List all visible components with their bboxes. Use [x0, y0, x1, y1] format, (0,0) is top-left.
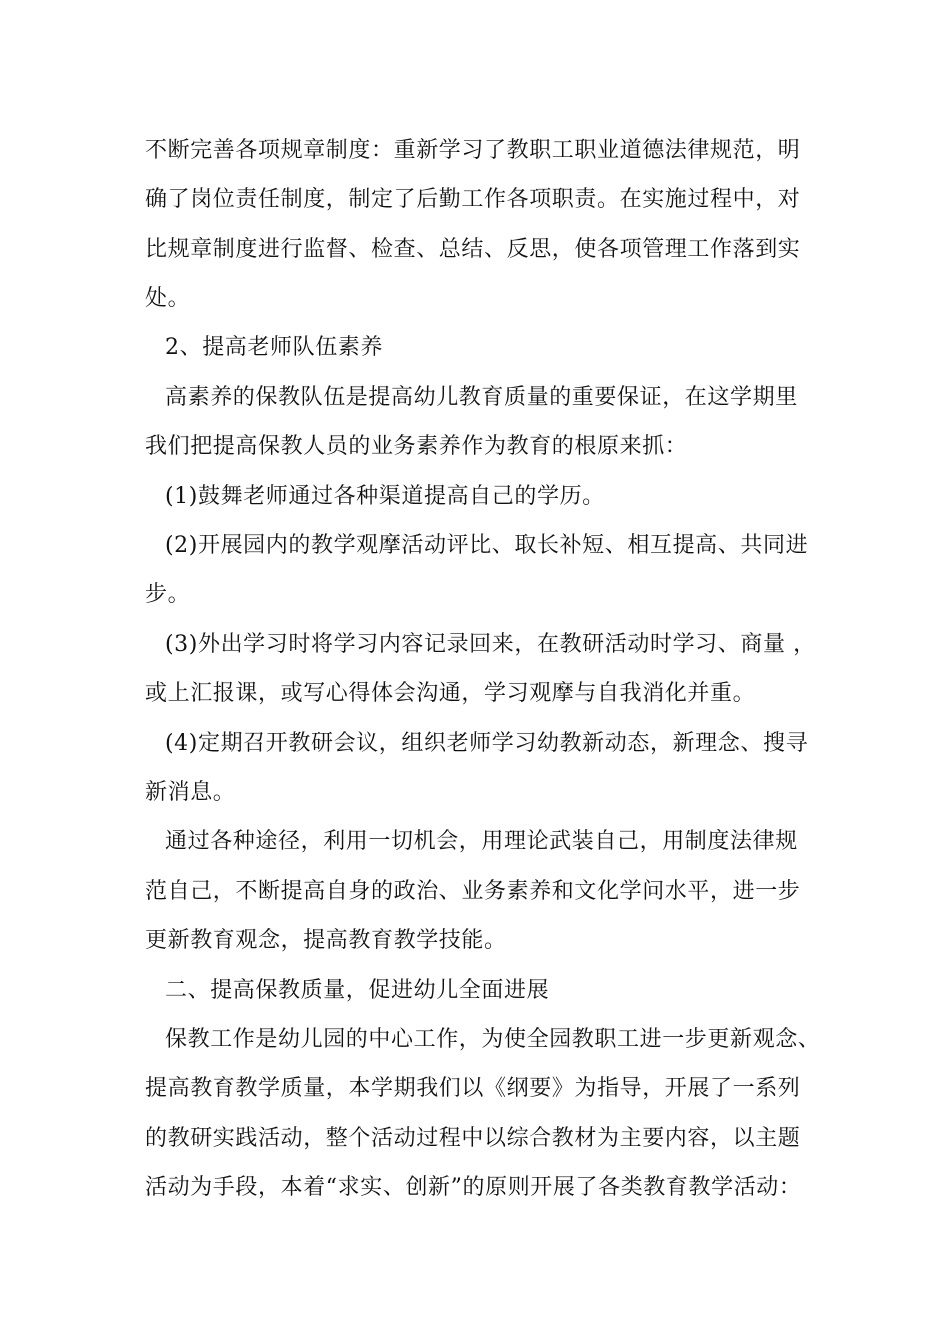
list-item: (2)开展园内的教学观摩活动评比、取长补短、相互提高、共同进 [165, 533, 809, 558]
paragraph-line: 比规章制度进行监督、检查、总结、反思，使各项管理工作落到实 [145, 237, 801, 262]
paragraph-line: 处。 [145, 286, 191, 311]
paragraph-line: 的教研实践活动，整个活动过程中以综合教材为主要内容，以主题 [145, 1126, 801, 1151]
paragraph-line: 保教工作是幼儿园的中心工作，为使全园教职工进一步更新观念、 [165, 1027, 821, 1052]
paragraph-line: 我们把提高保教人员的业务素养作为教育的根原来抓： [145, 434, 688, 459]
paragraph-line: 或上汇报课，或写心得体会沟通，学习观摩与自我消化并重。 [145, 681, 756, 706]
paragraph-line: 不断完善各项规章制度：重新学习了教职工职业道德法律规范，明 [145, 138, 801, 163]
paragraph-line: 确了岗位责任制度，制定了后勤工作各项职责。在实施过程中，对 [145, 187, 801, 212]
section-heading: 2、提高老师队伍素养 [165, 335, 383, 360]
list-item: (1)鼓舞老师通过各种渠道提高自己的学历。 [165, 484, 605, 509]
section-heading: 二、提高保教质量，促进幼儿全面进展 [165, 978, 550, 1003]
list-item: (4)定期召开教研会议，组织老师学习幼教新动态，新理念、搜寻 [165, 731, 809, 756]
paragraph-line: 通过各种途径，利用一切机会，用理论武装自己，用制度法律规 [165, 829, 798, 854]
list-item: (3)外出学习时将学习内容记录回来，在教研活动时学习、商量 ， [165, 632, 816, 657]
paragraph-line: 步。 [145, 582, 191, 607]
paragraph-line: 活动为手段，本着“求实、创新”的原则开展了各类教育教学活动： [145, 1175, 802, 1200]
paragraph-line: 范自己，不断提高自身的政治、业务素养和文化学问水平，进一步 [145, 879, 801, 904]
paragraph-line: 提高教育教学质量，本学期我们以《纲要》为指导，开展了一系列 [145, 1076, 801, 1101]
paragraph-line: 高素养的保教队伍是提高幼儿教育质量的重要保证，在这学期里 [165, 385, 798, 410]
paragraph-line: 新消息。 [145, 780, 236, 805]
paragraph-line: 更新教育观念，提高教育教学技能。 [145, 928, 507, 953]
